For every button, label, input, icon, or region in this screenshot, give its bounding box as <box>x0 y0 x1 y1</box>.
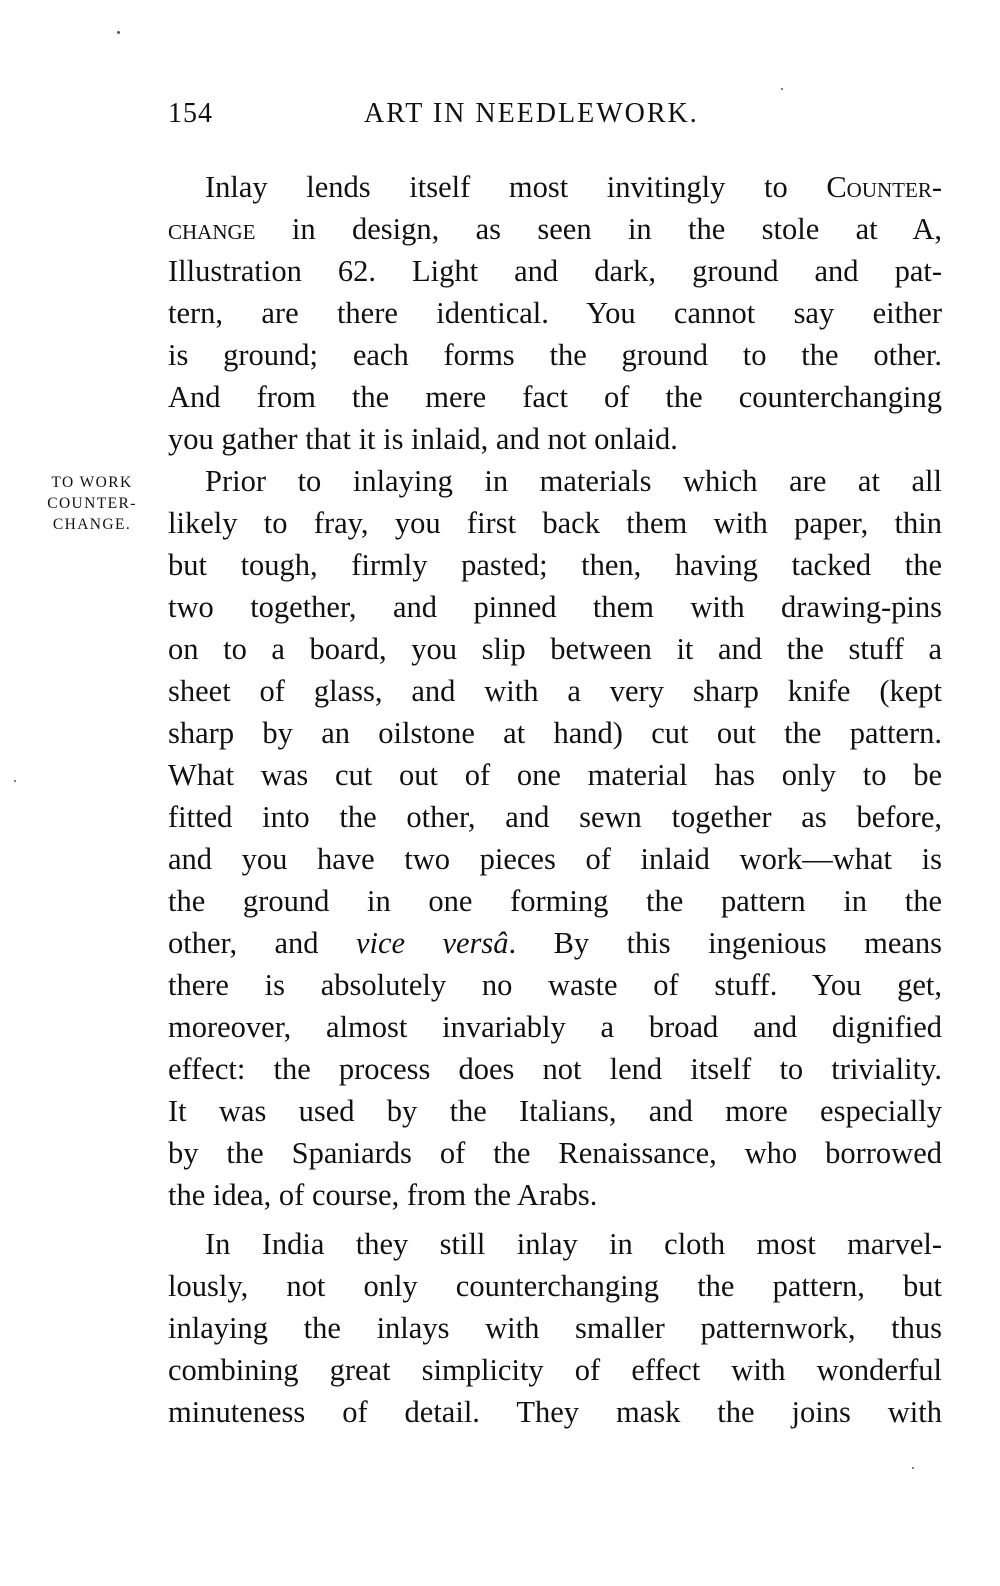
text-line: sharp by an oilstone at hand) cut out the pattern. <box>168 716 942 750</box>
text-line: Illustration 62. Light and dark, ground and pat- <box>168 254 942 288</box>
text-line: fitted into the other, and sewn together as before, <box>168 800 942 834</box>
text-line: Prior to inlaying in materials which are at all <box>205 464 942 498</box>
print-speck <box>912 1467 914 1469</box>
text-run: Inlay lends itself most invitingly to <box>205 170 827 204</box>
margin-note-line: TO WORK <box>51 474 133 491</box>
small-caps-term: Counter- <box>826 170 942 204</box>
text-line: but tough, firmly pasted; then, having tacked the <box>168 548 942 582</box>
text-line: And from the mere fact of the counterchanging <box>168 380 942 414</box>
text-line <box>168 166 942 208</box>
text-run: other, and <box>168 926 356 960</box>
text-line <box>168 922 942 964</box>
text-line: by the Spaniards of the Renaissance, who borrowed <box>168 1136 942 1170</box>
print-speck <box>14 780 16 782</box>
margin-note-line: COUNTER- <box>47 495 137 512</box>
paragraph-inlay-counterchange <box>168 166 942 460</box>
paragraph-india-inlay <box>168 1223 942 1433</box>
text-line: It was used by the Italians, and more especially <box>168 1094 942 1128</box>
text-line: the idea, of course, from the Arabs. <box>168 1178 598 1212</box>
text-line: moreover, almost invariably a broad and dignified <box>168 1010 942 1044</box>
text-line <box>168 208 942 250</box>
paragraph-gap <box>168 1216 942 1223</box>
text-line: effect: the process does not lend itself to triviality. <box>168 1052 942 1086</box>
text-line: sheet of glass, and with a very sharp knife (kept <box>168 674 942 708</box>
body-text <box>168 166 942 1433</box>
print-speck <box>781 88 783 90</box>
small-caps-term: change <box>168 212 256 246</box>
print-speck <box>117 31 120 34</box>
text-line: tern, are there identical. You cannot say either <box>168 296 942 330</box>
text-line: is ground; each forms the ground to the other. <box>168 338 942 372</box>
text-run: . By this ingenious means <box>508 926 943 960</box>
running-title: ART IN NEEDLEWORK. <box>364 98 699 129</box>
margin-note-line: CHANGE. <box>52 516 132 533</box>
text-line: and you have two pieces of inlaid work—what is <box>168 842 942 876</box>
text-line: combining great simplicity of effect with wonderful <box>168 1353 942 1387</box>
text-line: you gather that it is inlaid, and not onlaid. <box>168 422 678 456</box>
text-line: there is absolutely no waste of stuff. You get, <box>168 968 942 1002</box>
text-line: inlaying the inlays with smaller patternwork, thus <box>168 1311 942 1345</box>
text-line: likely to fray, you first back them with paper, thin <box>168 506 942 540</box>
text-line: lously, not only counterchanging the pattern, but <box>168 1269 942 1303</box>
text-line: In India they still inlay in cloth most marvel- <box>205 1227 942 1261</box>
page-number: 154 <box>168 98 213 129</box>
text-line: the ground in one forming the pattern in the <box>168 884 942 918</box>
text-line: on to a board, you slip between it and the stuff a <box>168 632 942 666</box>
text-line: two together, and pinned them with drawing-pins <box>168 590 942 624</box>
text-line: minuteness of detail. They mask the joins with <box>168 1395 942 1429</box>
margin-note <box>22 472 162 535</box>
paragraph-to-work-counterchange <box>168 460 942 1216</box>
text-run: in design, as seen in the stole at A, <box>255 212 942 246</box>
italic-phrase: vice versâ <box>355 926 509 960</box>
running-head <box>0 98 1000 138</box>
text-line: What was cut out of one material has only to be <box>168 758 942 792</box>
